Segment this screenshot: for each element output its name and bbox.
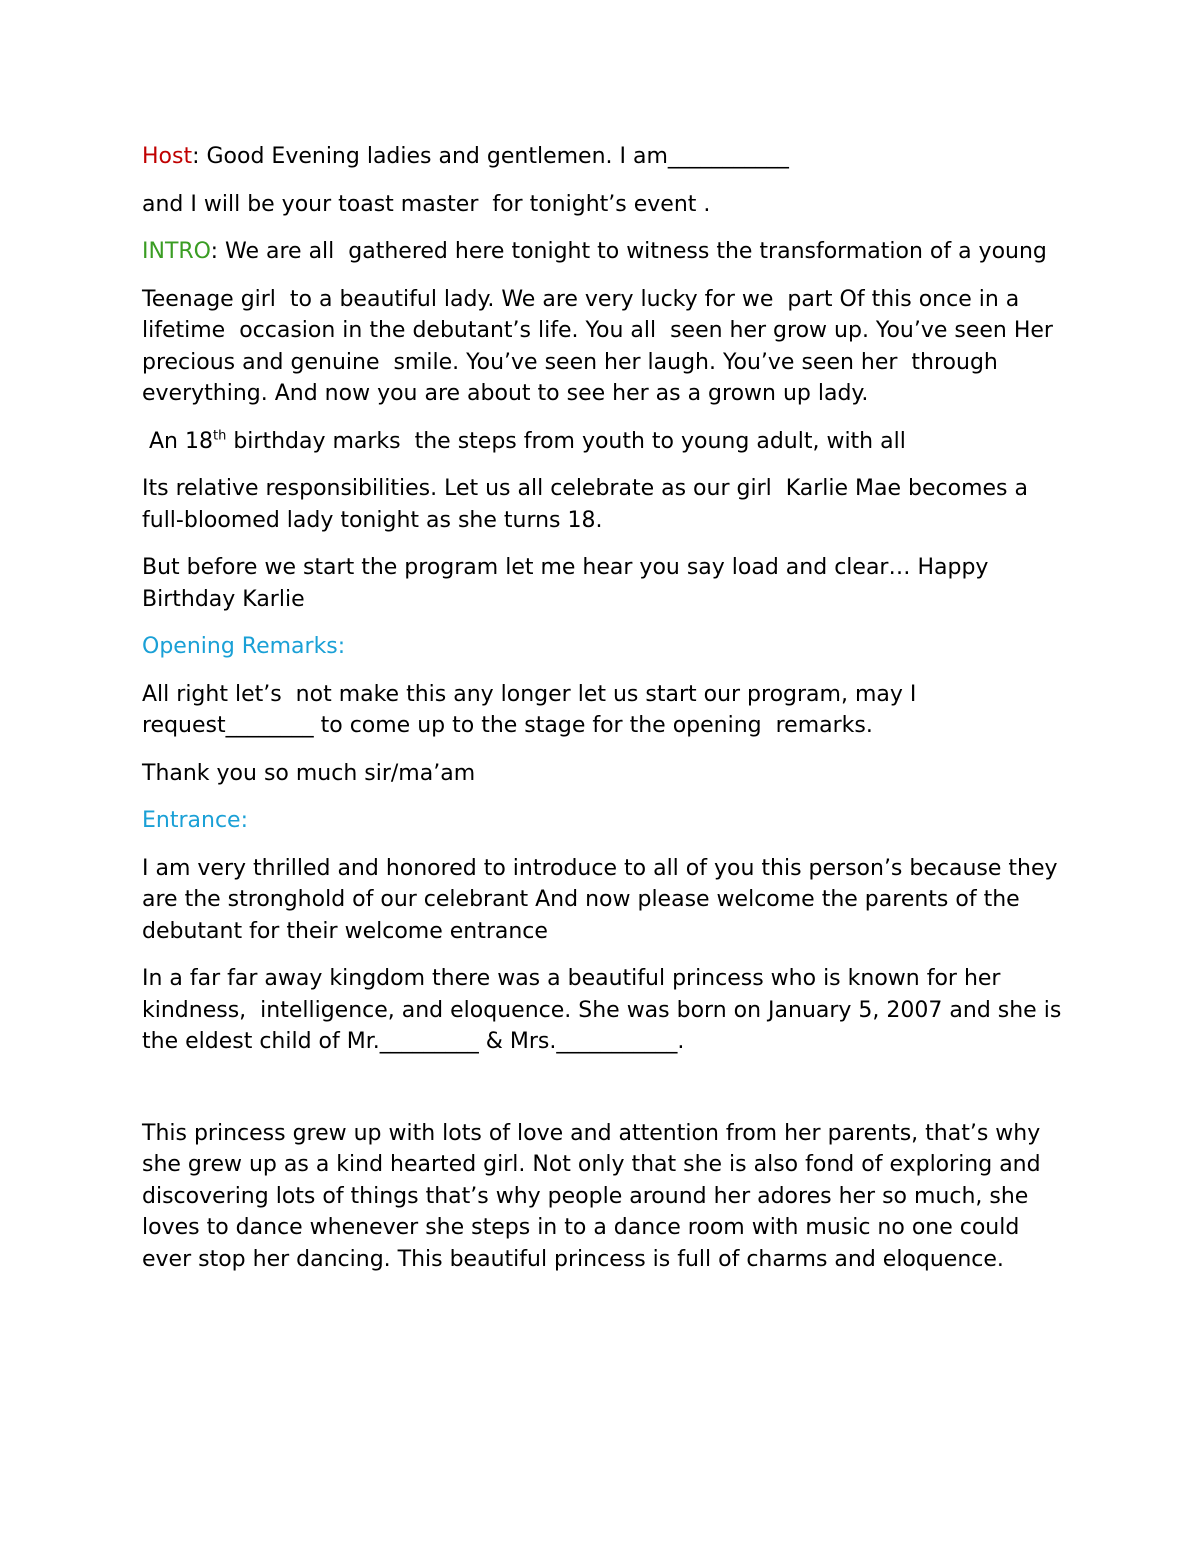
teenage-paragraph: Teenage girl to a beautiful lady. We are very lucky for we part Of this once in a lifetime occasion in the debutant’s life. You all seen her grow up. You’ve seen Her precious and genuine smile. You’ve seen her laugh. You’ve seen her through everything. And now you are about to see her as a grown up lady. bbox=[142, 286, 1060, 406]
intro-text: : We are all gathered here tonight to witness the transformation of a young bbox=[210, 239, 1047, 264]
toast-master-line: and I will be your toast master for tonight’s event . bbox=[142, 191, 711, 217]
document-page bbox=[142, 141, 1072, 1291]
entrance-paragraph: I am very thrilled and honored to introduce to all of you this person’s because they are the stronghold of our celebrant And now please welcome the parents of the debutant for their welcome entrance bbox=[142, 855, 1065, 944]
responsibilities-paragraph: Its relative responsibilities. Let us all celebrate as our girl Karlie Mae becomes a full-bloomed lady tonight as she turns 18. bbox=[142, 476, 1035, 533]
thanks-paragraph: Thank you so much sir/ma’am bbox=[142, 760, 476, 786]
eighteenth-before: An 18 bbox=[142, 428, 213, 454]
host-greeting: : Good Evening ladies and gentlemen. I am___________ bbox=[192, 144, 789, 169]
entrance-heading: Entrance: bbox=[142, 808, 248, 833]
blank-line bbox=[142, 1074, 1072, 1118]
intro-line bbox=[142, 236, 1072, 268]
intro-label: INTRO bbox=[142, 239, 211, 264]
eighteenth-paragraph bbox=[142, 426, 1072, 458]
host-line bbox=[142, 141, 1072, 173]
princess-paragraph: This princess grew up with lots of love and attention from her parents, that’s why she grew up as a kind hearted girl. Not only that she is also fond of exploring and discovering lots of things that’s why people around her adores her so much, she loves to dance whenever she steps in to a dance room with music no one could ever stop her dancing. This beautiful princess is full of charms and eloquence. bbox=[142, 1120, 1055, 1272]
eighteenth-superscript: th bbox=[212, 428, 227, 444]
kingdom-paragraph: In a far far away kingdom there was a beautiful princess who is known for her kindness, intelligence, and eloquence. She was born on January 5, 2007 and she is the eldest child of Mr._________ & Mrs.___________. bbox=[142, 966, 1069, 1054]
opening-remarks-heading: Opening Remarks: bbox=[142, 634, 346, 659]
host-label: Host bbox=[142, 144, 193, 169]
eighteenth-after: birthday marks the steps from youth to young adult, with all bbox=[226, 428, 906, 454]
opening-paragraph: All right let’s not make this any longer let us start our program, may I request________ to come up to the stage for the opening remarks. bbox=[142, 681, 924, 738]
before-program-paragraph: But before we start the program let me hear you say load and clear… Happy Birthday Karlie bbox=[142, 555, 996, 612]
